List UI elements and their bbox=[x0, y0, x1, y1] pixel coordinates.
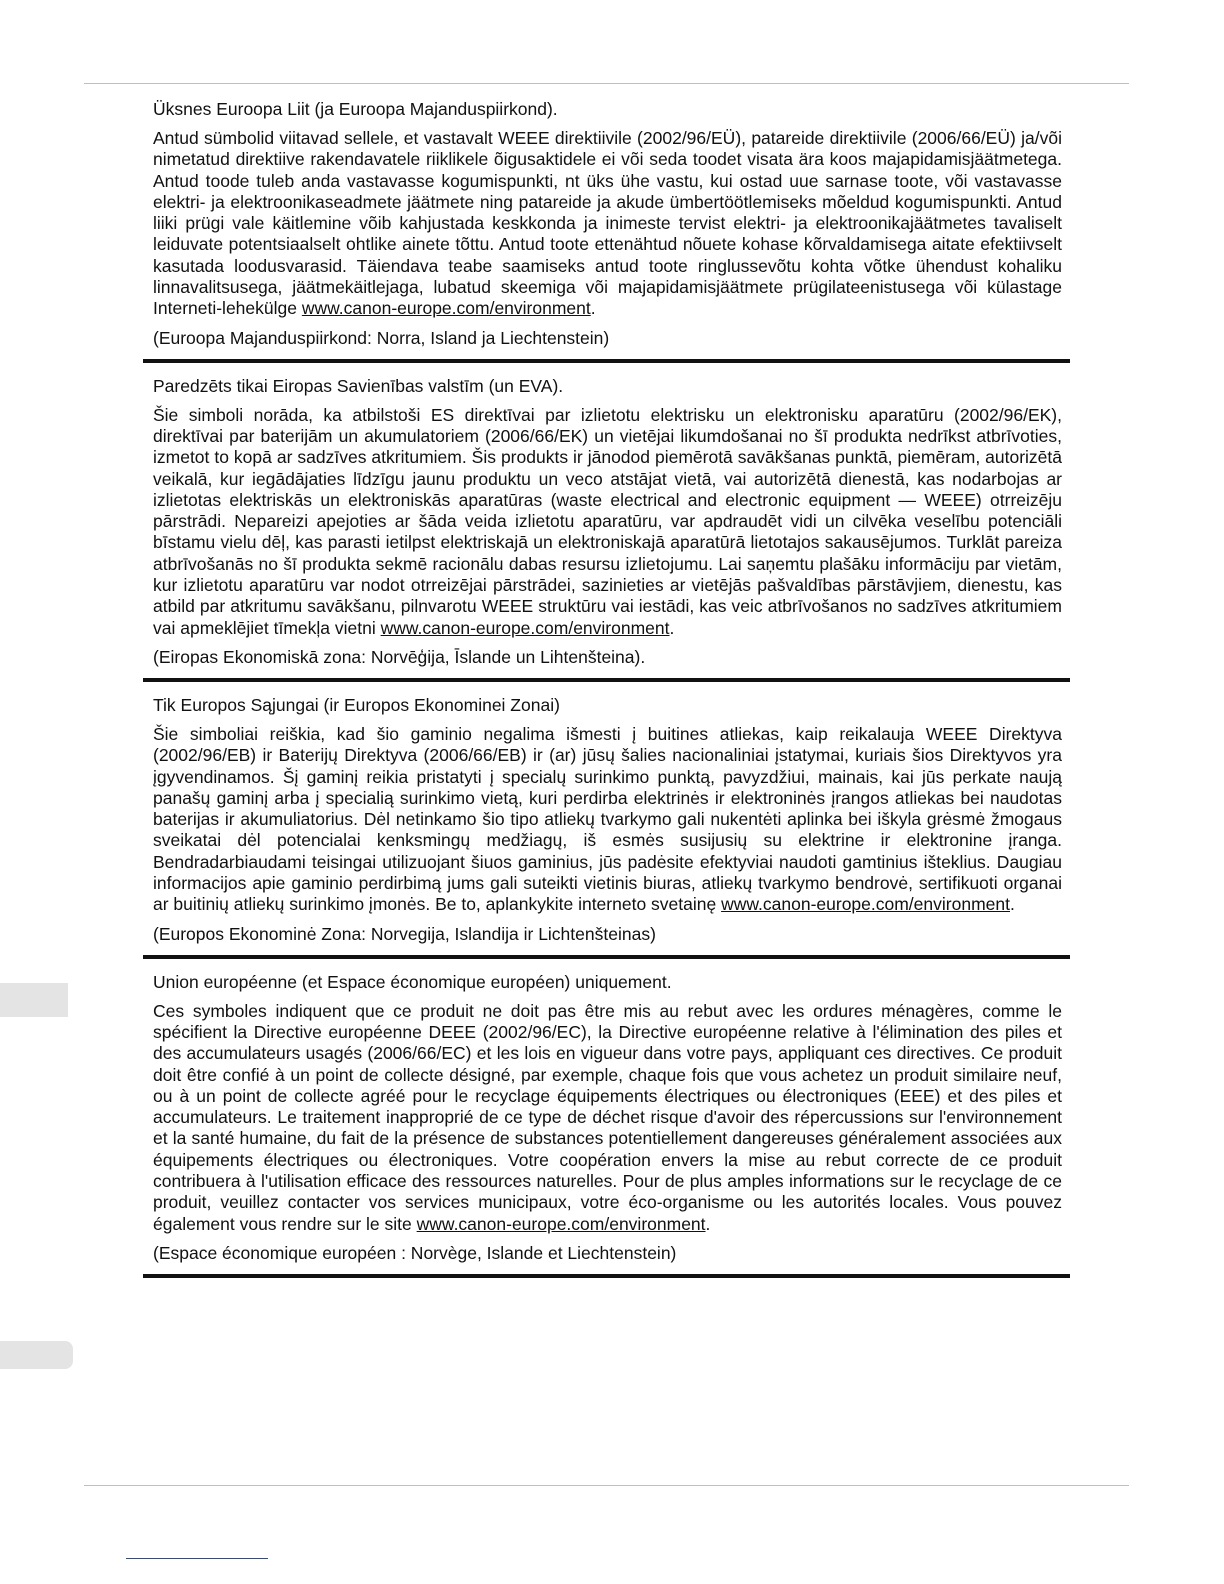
document-body bbox=[143, 95, 1070, 1278]
footer-link-underline bbox=[126, 1558, 268, 1559]
section-lithuanian bbox=[143, 683, 1070, 959]
header-rule bbox=[84, 83, 1129, 84]
section-estonian bbox=[143, 95, 1070, 363]
section-heading: Paredzēts tikai Eiropas Savienības valstīm (un EVA). bbox=[153, 375, 564, 396]
side-tab-marker bbox=[0, 983, 68, 1017]
section-body: Ces symboles indiquent que ce produit ne doit pas être mis au rebut avec les ordures ménagères, comme le spécifient la Directive européenne DEEE (2002/96/EC), la Directive européenne relative à l'élimination des piles et des accumulateurs usagés (2006/66/EC) et les lois en vigueur dans votre pays, appliquant ces directives. Ce produit doit être confié à un point de collecte désigné, par exemple, chaque fois que vous achetez un produit similaire neuf, ou à un point de collecte agréé pour le recyclage équipements électriques ou électroniques (EEE) et des piles et accumulateurs. Le traitement inapproprié de ce type de déchet risque d'avoir des répercussions sur l'environnement et la santé humaine, du fait de la présence de substances potentiellement dangereuses généralement associées aux équipements électriques ou électroniques. Votre coopération envers la mise au rebut correcte de ce produit contribuera à l'utilisation efficace des ressources naturelles. Pour de plus amples informations sur le recyclage de ce produit, veuillez contacter vos services municipaux, votre éco-organisme ou les autorités locales. Vous pouvez également vous rendre sur le site www.canon-europe.com/environment. bbox=[153, 1000, 1062, 1234]
section-footnote: (Espace économique européen : Norvège, Islande et Liechtenstein) bbox=[153, 1242, 677, 1263]
environment-link[interactable]: www.canon-europe.com/environment bbox=[721, 894, 1010, 915]
section-body: Šie simboli norāda, ka atbilstoši ES direktīvai par izlietotu elektrisku un elektronisku aparatūru (2002/96/EK), direktīvai par baterijām un akumulatoriem (2006/66/EK) un vietējai likumdošanai no šī produkta nedrīkst atbrīvoties, izmetot to kopā ar sadzīves atkritumiem. Šis produkts ir jānodod piemērotā savākšanas punktā, piemēram, autorizētā veikalā, kur iegādājaties līdzīgu jaunu produktu un veco atstājat vietā, vai autorizētā dienestā, kas nodarbojas ar izlietotas elektriskās un elektroniskās aparatūras (waste electrical and electronic equipment — WEEE) otrreizēju pārstrādi. Nepareizi apejoties ar šāda veida izlietotu aparatūru, var apdraudēt vidi un cilvēka veselību potenciāli bīstamu vielu dēļ, kas parasti ietilpst elektriskajā un elektroniskajā aparatūrā lietotajos sakausējumos. Turklāt pareiza atbrīvošanās no šī produkta sekmē racionālu dabas resursu izlietojumu. Lai saņemtu plašāku informāciju par vietām, kur izlietotu aparatūru var nodot otrreizējai pārstrādei, sazinieties ar vietējās pašvaldības pārstāvjiem, dienestu, kas atbild par atkritumu savākšanu, pilnvarotu WEEE struktūru vai iestādi, kas veic atbrīvošanos no sadzīves atkritumiem vai apmeklējiet tīmekļa vietni www.canon-europe.com/environment. bbox=[153, 404, 1062, 638]
section-heading: Tik Europos Sąjungai (ir Europos Ekonominei Zonai) bbox=[153, 694, 560, 715]
section-footnote: (Euroopa Majanduspiirkond: Norra, Island ja Liechtenstein) bbox=[153, 327, 610, 348]
section-footnote: (Europos Ekonominė Zona: Norvegija, Islandija ir Lichtenšteinas) bbox=[153, 923, 656, 944]
footer-rule bbox=[84, 1485, 1129, 1486]
section-body: Antud sümbolid viitavad sellele, et vastavalt WEEE direktiivile (2002/96/EÜ), patareide direktiivile (2006/66/EÜ) ja/või nimetatud direktiive rakendavatele riiklikele õigusaktidele ei või seda toodet visata ära koos majapidamisjäätmetega. Antud toode tuleb anda vastavasse kogumispunkti, nt üks ühe vastu, kui ostad uue sarnase toote, või vastavasse elektri- ja elektroonikaseadmete jäätmete ning patareide ja akude ümbertöötlemiseks mõeldud kogumispunkti. Antud liiki prügi vale käitlemine võib kahjustada keskkonda ja inimeste tervist elektri- ja elektroonikajäätmetes tavaliselt leiduvate potentsiaalselt ohtlike ainete tõttu. Antud toote ettenähtud nõuete kohase kõrvaldamisega aitate efektiivselt kasutada loodusvarasid. Täiendava teabe saamiseks antud toote ringlussevõtu kohta võtke ühendust kohaliku linnavalitsusega, jäätmekäitlejaga, lubatud skeemiga või majapidamisjäätmete prügilateenistusega või külastage Interneti-lehekülge www.canon-europe.com/environment. bbox=[153, 128, 1062, 319]
side-tab-marker-lower bbox=[0, 1341, 73, 1369]
section-footnote: (Eiropas Ekonomiskā zona: Norvēģija, Īslande un Lihtenšteina). bbox=[153, 646, 646, 667]
section-heading: Üksnes Euroopa Liit (ja Euroopa Majanduspiirkond). bbox=[153, 99, 558, 119]
section-body: Šie simboliai reiškia, kad šio gaminio negalima išmesti į buitines atliekas, kaip reikalauja WEEE Direktyva (2002/96/EB) ir Baterijų Direktyva (2006/66/EB) ir (ar) jūsų šalies nacionaliniai įstatymai, kuriais šios Direktyvos yra įgyvendinamos. Šį gaminį reikia pristatyti į specialų surinkimo punktą, pavyzdžiui, mainais, kai jūs perkate naują panašų gaminį arba į specialią surinkimo vietą, kuri perdirba elektrinės ir elektroninės įrangos atliekas bei naudotas baterijas ir akumuliatorius. Dėl netinkamo šio tipo atliekų tvarkymo gali nukentėti aplinka bei iškyla grėsmė žmogaus sveikatai dėl potencialai kenksmingų medžiagų, iš esmės susijusių su elektrine ir elektronine įranga. Bendradarbiaudami teisingai utilizuojant šiuos gaminius, jūs padėsite efektyviai naudoti gamtinius išteklius. Daugiau informacijos apie gaminio perdirbimą jums gali suteikti vietinis biuras, atliekų tvarkymo bendrovė, sertifikuoti organai ar buitinių atliekų surinkimo įmonės. Be to, aplankykite interneto svetainę www.canon-europe.com/environment. bbox=[153, 723, 1062, 915]
section-french bbox=[143, 960, 1070, 1278]
section-heading: Union européenne (et Espace économique européen) uniquement. bbox=[153, 971, 672, 992]
environment-link[interactable]: www.canon-europe.com/environment bbox=[380, 617, 670, 638]
environment-link[interactable]: www.canon-europe.com/environment bbox=[416, 1213, 706, 1234]
environment-link[interactable]: www.canon-europe.com/environment bbox=[301, 298, 591, 319]
section-latvian bbox=[143, 364, 1070, 682]
